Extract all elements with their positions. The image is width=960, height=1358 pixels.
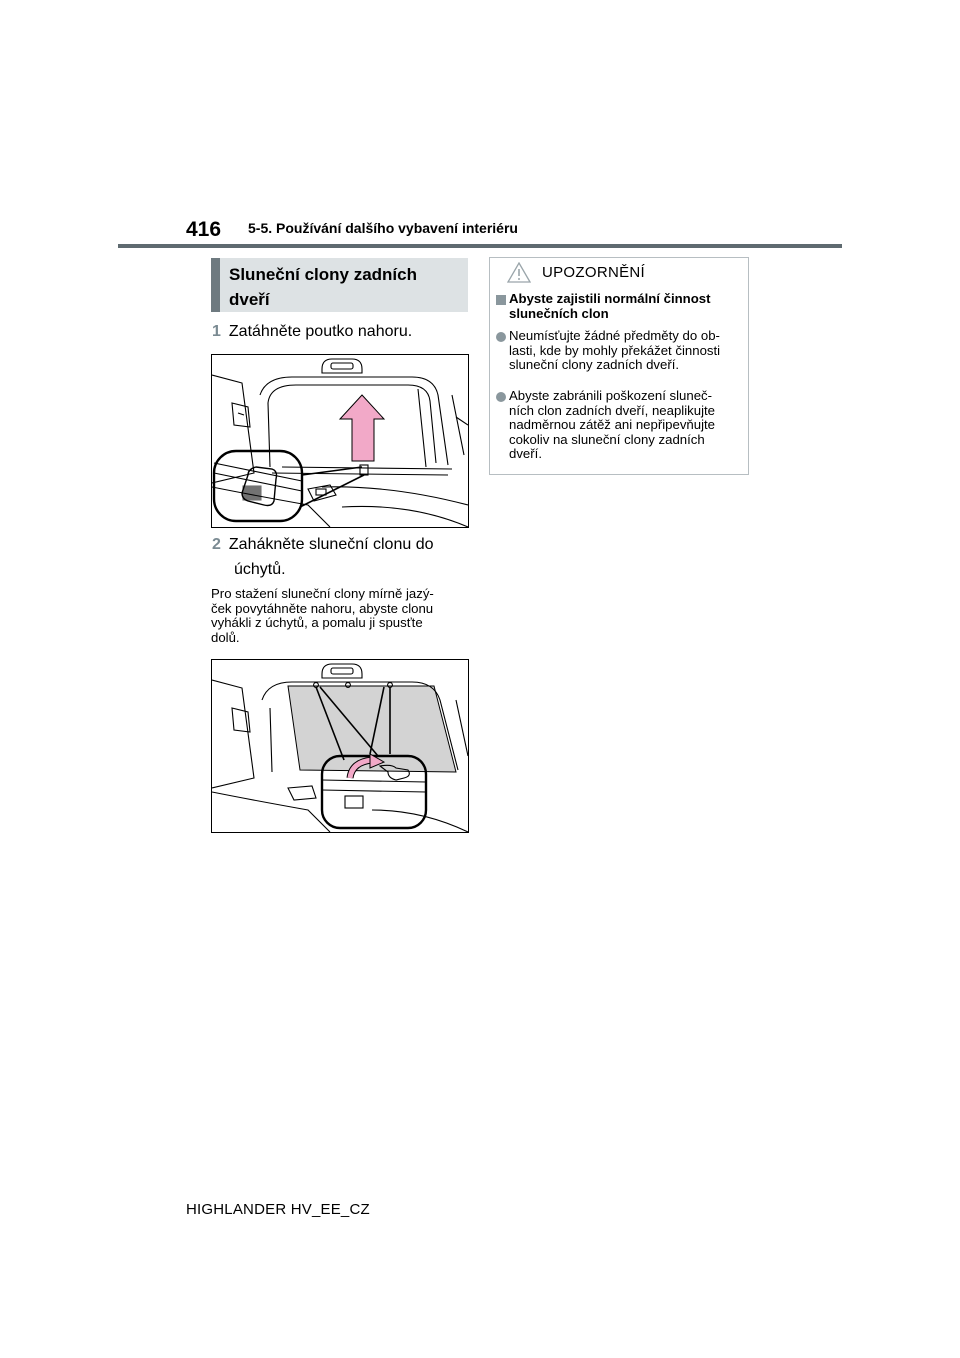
- chapter-title: 5-5. Používání dalšího vybavení interiéru: [248, 220, 518, 236]
- square-bullet-icon: [496, 295, 506, 305]
- caution-bullet-line: sluneční clony zadních dveří.: [509, 357, 680, 373]
- note-line: Pro stažení sluneční clony mírně jazý-: [211, 586, 434, 601]
- step-1: [212, 319, 412, 345]
- round-bullet-icon: [496, 332, 506, 342]
- step-1-text: Zatáhněte poutko nahoru.: [228, 323, 413, 340]
- caution-bullet-2: [509, 389, 745, 462]
- step-2-number: 2: [212, 536, 221, 553]
- header-rule: [118, 244, 842, 248]
- caution-bullet-line: cokoliv na sluneční clony zadních: [509, 431, 705, 447]
- section-heading: [211, 258, 468, 312]
- caution-bullet-line: nadměrnou zátěž ani nepřipevňujte: [509, 417, 716, 433]
- step-2-line2: úchytů.: [234, 561, 286, 578]
- caution-heading: [509, 292, 745, 321]
- section-title-line2: dveří: [229, 290, 270, 309]
- round-bullet-icon: [496, 392, 506, 402]
- caution-box: [489, 257, 749, 475]
- note-line: dolů.: [211, 629, 240, 645]
- caution-title: UPOZORNĚNÍ: [542, 264, 646, 281]
- caution-bullet-line: dveří.: [509, 446, 542, 462]
- note-paragraph: [211, 587, 469, 645]
- caution-heading-line: slunečních clon: [509, 305, 609, 321]
- figure-hook-shade: [211, 659, 469, 833]
- caution-heading-line: Abyste zajistili normální činnost: [509, 291, 711, 306]
- caution-bullet-1: [509, 329, 745, 373]
- step-2-text-line1: Zahákněte sluneční clonu do: [228, 536, 434, 553]
- note-line: ček povytáhněte nahoru, abyste clonu: [211, 600, 434, 616]
- caution-bullet-line: Abyste zabránili poškození sluneč-: [509, 388, 713, 403]
- caution-bullet-line: ních clon zadních dveří, neaplikujte: [509, 402, 715, 418]
- illustration-pull-up: [212, 355, 468, 527]
- step-2: [212, 532, 434, 558]
- illustration-hook-shade: [212, 660, 468, 832]
- warning-triangle-icon: [507, 262, 531, 288]
- caution-bullet-line: lasti, kde by mohly překážet činnosti: [509, 342, 721, 358]
- figure-pull-tab: [211, 354, 469, 528]
- footer-model: HIGHLANDER HV_EE_CZ: [186, 1201, 370, 1218]
- caution-header: [490, 258, 748, 288]
- step-1-number: 1: [212, 323, 221, 340]
- note-line: vyhákli z úchytů, a pomalu ji spusťte: [211, 615, 423, 631]
- caution-bullet-line: Neumísťujte žádné předměty do ob-: [509, 328, 720, 343]
- section-title-line1: Sluneční clony zadních: [229, 265, 417, 284]
- page-number: 416: [186, 218, 222, 241]
